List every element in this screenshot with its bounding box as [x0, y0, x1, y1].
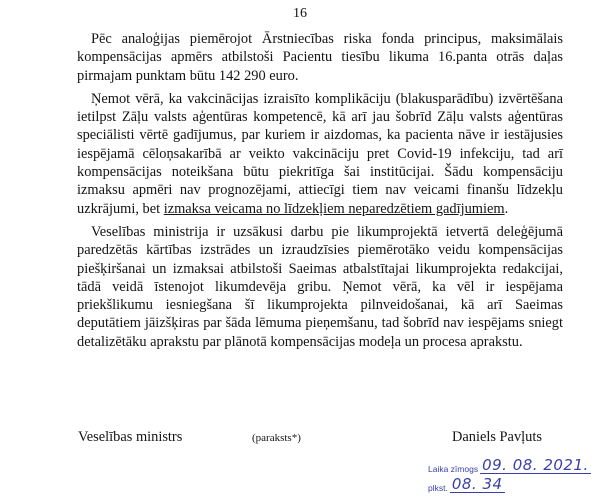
underlined-phrase: izmaksa veicama no līdzekļiem neparedzētiem gadījumiem — [163, 200, 505, 217]
stamp-date-line — [428, 456, 588, 475]
page-number: 16 — [293, 6, 307, 21]
stamp-time-handwritten: 08. 34 — [451, 475, 503, 493]
paragraph-agency-end: . — [504, 200, 509, 217]
paragraph-ministry-work: Veselības ministrija ir uzsākusi darbu pie likumprojektā ietvertā deleģējumā paredzētās kārtības izstrādes un izraudzīsies piemērotāko veidu kompensācijas piešķiršanai un izmaksai atbilstoši Saeimas atbalstītajai likumprojekta redakcijai, tādā veidā īstenojot likumdevēja gribu. Ņemot vērā, ka vēl ir iespējama priekšlikumu iesniegšana šī likumprojekta pilnveidošanai, kā arī Saeimas deputātiem jāizšķiras par šāda lēmuma pieņemšanu, tad šobrīd nav iespējams sniegt detalizētāku aprakstu par plānotā kompensācijas modeļa un procesa aprakstu. — [77, 223, 563, 350]
paragraph-agency-text: Ņemot vērā, ka vakcinācijas izraisīto komplikāciju (blakusparādību) izvērtēšana ietilpst Zāļu valsts aģentūras kompetencē, kā arī jau šobrīd Zāļu valsts aģentūras speciālisti vērtē gadījumus, par kuriem ir aizdomas, ka pacienta nāve ir iestājusies iespējamā cēloņsakarībā ar veikto vakcināciju pret Covid-19 infekciju, tad arī kompensācijas noteikšana būtu piekritīga šai institūcijai. Šādu kompensāciju izmaksu apmēri nav prognozējami, attiecīgi tiem nav veicami finanšu līdzekļu uzkrājumi, bet — [77, 90, 563, 217]
received-stamp — [428, 456, 588, 496]
stamp-date-label: Laika zīmogs — [428, 464, 479, 474]
signature-placeholder: (paraksts*) — [252, 432, 301, 444]
stamp-date-handwritten: 09. 08. 2021. — [482, 456, 589, 474]
document-body — [77, 30, 563, 356]
signatory-title: Veselības ministrs — [78, 429, 183, 445]
paragraph-agency-competence — [77, 90, 563, 218]
paragraph-compensation-amount: Pēc analoģijas piemērojot Ārstniecības riska fonda principus, maksimālais kompensācijas apmērs atbilstoši Pacientu tiesību likuma 16.panta otrās daļas pirmajam punktam būtu 142 290 euro. — [77, 31, 563, 84]
stamp-time-line — [428, 475, 588, 494]
signature-block — [0, 429, 600, 449]
stamp-time-label: plkst. — [428, 483, 448, 493]
signatory-name: Daniels Pavļuts — [452, 429, 542, 445]
